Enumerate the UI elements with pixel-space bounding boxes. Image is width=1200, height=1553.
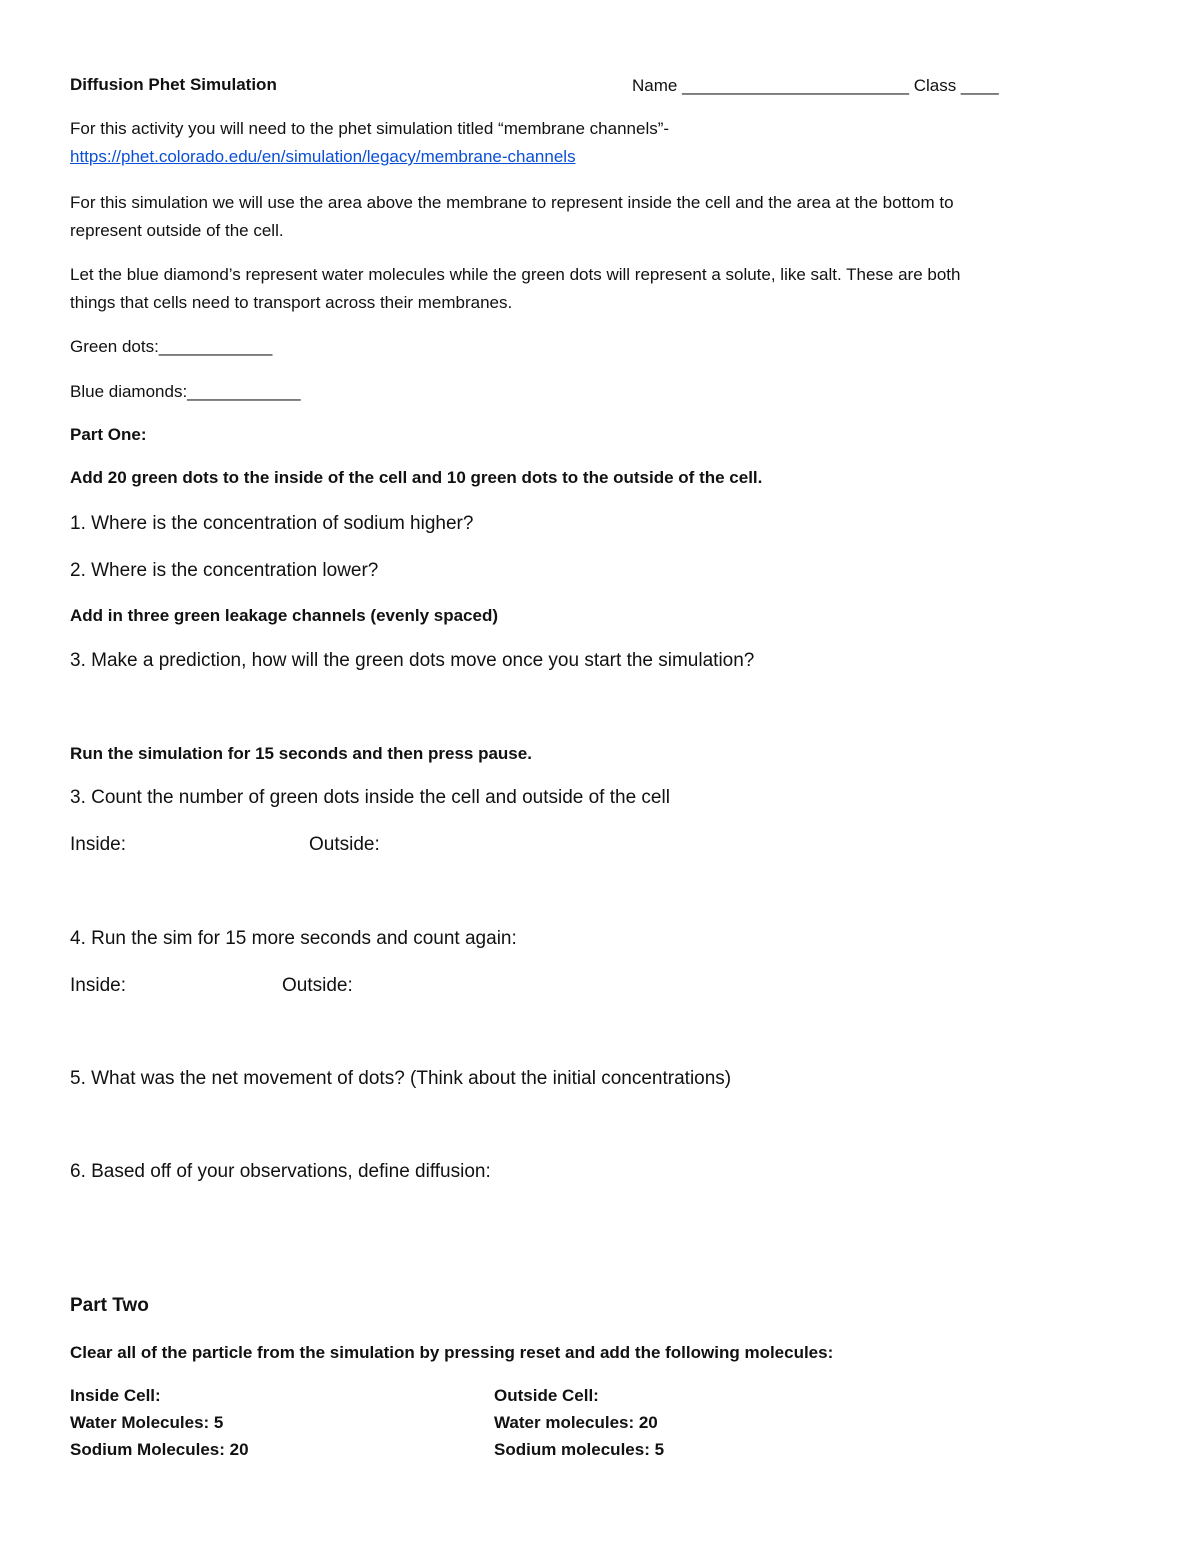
inside-sodium-molecules: Sodium Molecules: 20 xyxy=(70,1440,249,1459)
part-one-instruction-1: Add 20 green dots to the inside of the cell and 10 green dots to the outside of the cell. xyxy=(70,468,763,487)
part-one-heading: Part One: xyxy=(70,425,147,444)
worksheet-title: Diffusion Phet Simulation xyxy=(70,75,277,94)
inside-water-molecules: Water Molecules: 5 xyxy=(70,1413,224,1432)
outside-sodium-molecules: Sodium molecules: 5 xyxy=(494,1440,665,1459)
inside-cell-label: Inside Cell: xyxy=(70,1386,161,1405)
intro-paragraph-3-line-1: Let the blue diamond’s represent water molecules while the green dots will represent a solute, like salt. These are both xyxy=(70,265,961,284)
question-3-prediction: 3. Make a prediction, how will the green dots move once you start the simulation? xyxy=(70,650,755,671)
intro-line: For this activity you will need to the phet simulation titled “membrane channels”- xyxy=(70,119,670,138)
intro-paragraph-2-line-1: For this simulation we will use the area above the membrane to represent inside the cell and the area at the bottom to xyxy=(70,193,954,212)
name-class-field: Name ________________________ Class ____ xyxy=(632,76,999,95)
question-1: 1. Where is the concentration of sodium higher? xyxy=(70,513,474,534)
outside-cell-label: Outside Cell: xyxy=(494,1386,599,1405)
intro-paragraph-2-line-2: represent outside of the cell. xyxy=(70,221,284,240)
question-3-count: 3. Count the number of green dots inside the cell and outside of the cell xyxy=(70,787,670,808)
count-2-inside-label: Inside: xyxy=(70,975,126,996)
count-1-outside-label: Outside: xyxy=(309,834,380,855)
count-1-inside-label: Inside: xyxy=(70,834,126,855)
part-one-instruction-2: Add in three green leakage channels (evenly spaced) xyxy=(70,606,498,625)
part-one-instruction-3: Run the simulation for 15 seconds and then press pause. xyxy=(70,744,532,763)
blue-diamonds-blank: Blue diamonds:____________ xyxy=(70,382,301,401)
simulation-link[interactable]: https://phet.colorado.edu/en/simulation/legacy/membrane-channels xyxy=(70,147,576,166)
question-5: 5. What was the net movement of dots? (Think about the initial concentrations) xyxy=(70,1068,732,1089)
count-2-outside-label: Outside: xyxy=(282,975,353,996)
green-dots-blank: Green dots:____________ xyxy=(70,337,273,356)
part-two-instruction: Clear all of the particle from the simulation by pressing reset and add the following molecules: xyxy=(70,1343,834,1362)
question-6: 6. Based off of your observations, define diffusion: xyxy=(70,1161,491,1182)
intro-paragraph-3-line-2: things that cells need to transport across their membranes. xyxy=(70,293,513,312)
part-two-heading: Part Two xyxy=(70,1295,149,1316)
question-2: 2. Where is the concentration lower? xyxy=(70,560,379,581)
question-4: 4. Run the sim for 15 more seconds and count again: xyxy=(70,928,517,949)
outside-water-molecules: Water molecules: 20 xyxy=(494,1413,658,1432)
